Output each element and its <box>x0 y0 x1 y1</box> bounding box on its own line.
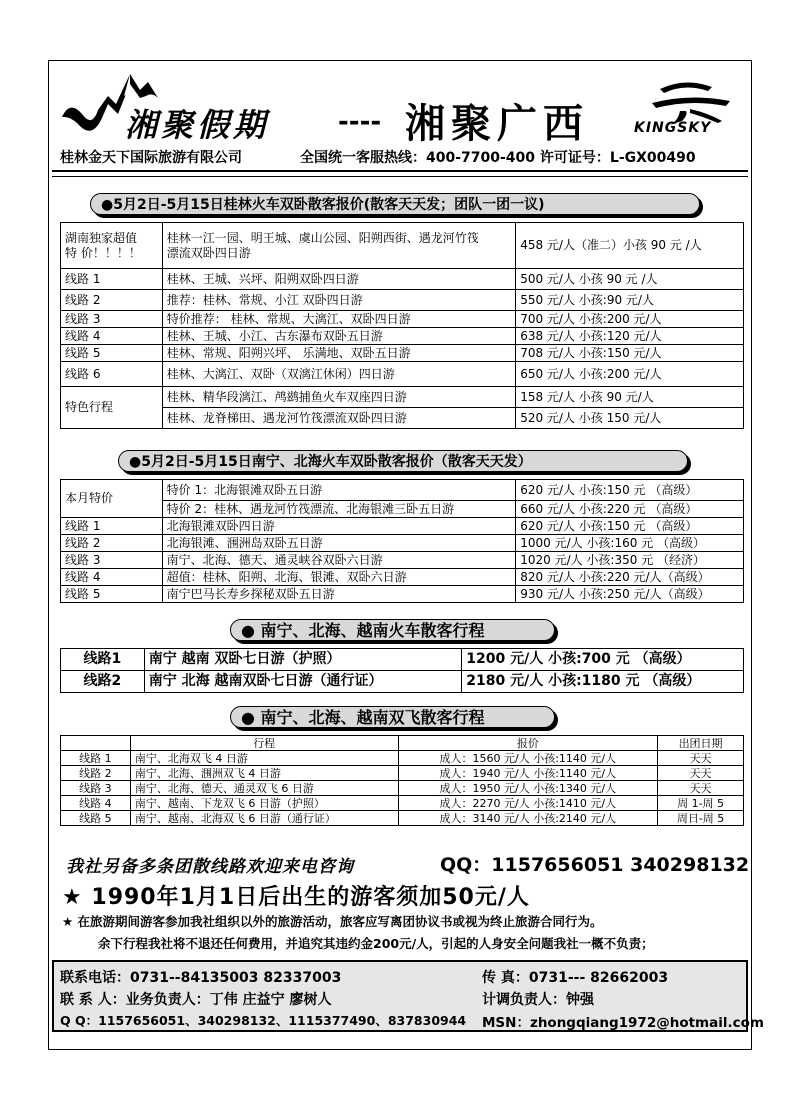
row-price: 708 元/人 小孩:150 元/人 <box>516 345 744 362</box>
row-price: 成人：3140 元/人 小孩:2140 元/人 <box>398 811 658 826</box>
row-label: 线路 3 <box>61 552 163 569</box>
contact-box <box>52 960 764 1032</box>
header-divider-thin <box>52 176 748 177</box>
row-label: 线路 4 <box>61 328 163 345</box>
row-route: 特价推荐： 桂林、常规、大漓江、双卧四日游 <box>162 311 515 328</box>
row-route: 桂林、常规、阳朔兴坪、 乐满地、双卧五日游 <box>162 345 515 362</box>
row-date: 天天 <box>658 781 744 796</box>
section4-title: ● 南宁、北海、越南双飞散客行程 <box>230 706 555 728</box>
table-header-row <box>61 736 744 751</box>
row-route: 南宁、北海、德天、通灵双飞 6 日游 <box>130 781 398 796</box>
row-label: 线路 4 <box>61 569 163 586</box>
row-date: 天天 <box>658 751 744 766</box>
row-price: 700 元/人 小孩:200 元/人 <box>516 311 744 328</box>
row-price: 458 元/人（准二）小孩 90 元 /人 <box>516 223 744 269</box>
row-route: 南宁 越南 双卧七日游（护照） <box>144 649 462 671</box>
table-row <box>61 290 744 311</box>
company-name: 桂林金天下国际旅游有限公司 <box>60 150 242 166</box>
section2-title: ●5月2日-5月15日南宁、北海火车双卧散客报价（散客天天发） <box>118 450 688 472</box>
rule-notice-2: 余下行程我社将不退还任何费用，并追究其违约金200元/人，引起的人身安全问题我社一概不负责； <box>98 936 654 951</box>
row-label: 线路1 <box>61 649 145 671</box>
row-price: 930 元/人 小孩:250 元/人（高级） <box>516 586 744 603</box>
contact-qq: Q Q：1157656051、340298132、1115377490、837830944 <box>60 1013 467 1028</box>
row-date: 周 1-周 5 <box>658 796 744 811</box>
row-route: 桂林、龙脊梯田、遇龙河竹筏漂流双卧四日游 <box>162 408 515 429</box>
table-row <box>61 671 744 693</box>
table-row <box>61 480 744 501</box>
row-route: 南宁 北海 越南双卧七日游（通行证） <box>144 671 462 693</box>
row-label: 线路 3 <box>61 311 163 328</box>
section1-table <box>60 222 744 429</box>
header-route: 行程 <box>130 736 398 751</box>
table-row <box>61 223 744 269</box>
row-label: 线路 3 <box>61 781 131 796</box>
contact-msn: MSN：zhongqiang1972@hotmail.com <box>482 1015 764 1031</box>
table-row <box>61 796 744 811</box>
header-date: 出团日期 <box>658 736 744 751</box>
row-price: 520 元/人 小孩 150 元/人 <box>516 408 744 429</box>
row-price: 500 元/人 小孩 90 元 /人 <box>516 269 744 290</box>
row-route: 推荐：桂林、常规、小江 双卧四日游 <box>162 290 515 311</box>
row-price: 650 元/人 小孩:200 元/人 <box>516 362 744 387</box>
row-price: 820 元/人 小孩:220 元/人（高级） <box>516 569 744 586</box>
row-price: 成人：1940 元/人 小孩:1140 元/人 <box>398 766 658 781</box>
row-price: 638 元/人 小孩:120 元/人 <box>516 328 744 345</box>
section4-table <box>60 735 744 826</box>
consult-notice: 我社另备多条团散线路欢迎来电咨询 <box>66 857 354 877</box>
row-price: 2180 元/人 小孩:1180 元 （高级） <box>462 671 744 693</box>
row-date: 周日-周 5 <box>658 811 744 826</box>
row-route: 南宁、北海、德天、通灵峡谷双卧六日游 <box>162 552 516 569</box>
row-label: 线路 2 <box>61 766 131 781</box>
row-price: 1200 元/人 小孩:700 元 （高级） <box>462 649 744 671</box>
table-row <box>61 552 744 569</box>
row-route: 南宁巴马长寿乡探秘双卧五日游 <box>162 586 516 603</box>
table-row <box>61 766 744 781</box>
row-route: 南宁、北海、涠洲双飞 4 日游 <box>130 766 398 781</box>
row-route: 特价 1：北海银滩双卧五日游 <box>162 480 516 501</box>
table-row <box>61 311 744 328</box>
row-label: 湖南独家超值 特 价！！！！ <box>61 223 163 269</box>
row-label: 线路 1 <box>61 269 163 290</box>
row-price: 成人：2270 元/人 小孩:1410 元/人 <box>398 796 658 811</box>
birth-surcharge-notice: ★ 1990年1月1日后出生的游客须加50元/人 <box>62 885 530 910</box>
row-date: 天天 <box>658 766 744 781</box>
row-price: 550 元/人 小孩:90 元/人 <box>516 290 744 311</box>
hotline: 全国统一客服热线：400-7700-400 许可证号：L-GX00490 <box>300 150 696 166</box>
table-row <box>61 751 744 766</box>
table-row <box>61 535 744 552</box>
row-route: 南宁、越南、下龙双飞 6 日游（护照） <box>130 796 398 811</box>
row-route: 桂林、精华段漓江、鸬鹚捕鱼火车双座四日游 <box>162 387 515 408</box>
contact-dispatcher: 计调负责人：钟强 <box>482 992 594 1008</box>
row-route: 北海银滩、涠洲岛双卧五日游 <box>162 535 516 552</box>
row-label: 线路 1 <box>61 518 163 535</box>
table-row <box>61 649 744 671</box>
row-label: 线路 5 <box>61 345 163 362</box>
row-route: 南宁、越南、北海双飞 6 日游（通行证） <box>130 811 398 826</box>
table-row <box>61 586 744 603</box>
header-cell-empty <box>61 736 131 751</box>
table-row <box>61 781 744 796</box>
row-price: 620 元/人 小孩:150 元 （高级） <box>516 518 744 535</box>
brand-dash: ---- <box>338 107 382 137</box>
contact-fax: 传 真：0731--- 82662003 <box>482 970 669 986</box>
row-route: 桂林、大漓江、双卧（双漓江休闲）四日游 <box>162 362 515 387</box>
contact-phone: 联系电话：0731--84135003 82337003 <box>60 970 342 986</box>
table-row <box>61 501 744 518</box>
row-label: 特色行程 <box>61 387 163 429</box>
row-price: 成人：1560 元/人 小孩:1140 元/人 <box>398 751 658 766</box>
table-row <box>61 569 744 586</box>
header-divider <box>52 170 748 172</box>
row-price: 1000 元/人 小孩:160 元 （高级） <box>516 535 744 552</box>
table-row <box>61 518 744 535</box>
table-row <box>61 362 744 387</box>
section2-table <box>60 479 744 603</box>
kingsky-text: KINGSKY <box>634 120 712 136</box>
row-label: 线路 4 <box>61 796 131 811</box>
brand-name: 湘聚假期 <box>125 106 270 144</box>
row-label: 线路2 <box>61 671 145 693</box>
table-row <box>61 328 744 345</box>
row-label: 本月特价 <box>61 480 163 518</box>
table-row <box>61 811 744 826</box>
section1-title: ●5月2日-5月15日桂林火车双卧散客报价(散客天天发；团队一团一议) <box>90 193 700 215</box>
row-route: 桂林、王城、兴坪、阳朔双卧四日游 <box>162 269 515 290</box>
row-route: 特价 2：桂林、遇龙河竹筏漂流、北海银滩三卧五日游 <box>162 501 516 518</box>
row-price: 1020 元/人 小孩:350 元 （经济） <box>516 552 744 569</box>
qq-notice: QQ：1157656051 340298132 <box>440 854 750 876</box>
header-price: 报价 <box>398 736 658 751</box>
row-label: 线路 5 <box>61 586 163 603</box>
table-row <box>61 408 744 429</box>
row-price: 620 元/人 小孩:150 元 （高级） <box>516 480 744 501</box>
row-route: 南宁、北海双飞 4 日游 <box>130 751 398 766</box>
row-price: 成人：1950 元/人 小孩:1340 元/人 <box>398 781 658 796</box>
row-route: 北海银滩双卧四日游 <box>162 518 516 535</box>
section3-title: ● 南宁、北海、越南火车散客行程 <box>230 619 555 641</box>
section3-table <box>60 648 744 693</box>
row-route: 桂林、王城、小江、古东瀑布双卧五日游 <box>162 328 515 345</box>
row-price: 660 元/人 小孩:220 元 （高级） <box>516 501 744 518</box>
sub-brand: 湘聚广西 <box>405 101 589 147</box>
row-label: 线路 2 <box>61 535 163 552</box>
row-label: 线路 2 <box>61 290 163 311</box>
row-price: 158 元/人 小孩 90 元/人 <box>516 387 744 408</box>
row-label: 线路 1 <box>61 751 131 766</box>
table-row <box>61 269 744 290</box>
rule-notice-1: ★ 在旅游期间游客参加我社组织以外的旅游活动，旅客应写离团协议书或视为终止旅游合同行为。 <box>62 914 603 929</box>
row-route: 超值：桂林、阳朔、北海、银滩、双卧六日游 <box>162 569 516 586</box>
table-row <box>61 387 744 408</box>
row-label: 线路 6 <box>61 362 163 387</box>
contact-people: 联 系 人：业务负责人：丁伟 庄益宁 廖树人 <box>60 992 332 1008</box>
row-label: 线路 5 <box>61 811 131 826</box>
table-row <box>61 345 744 362</box>
row-route: 桂林一江一园、明王城、虞山公园、阳朔西街、遇龙河竹筏 漂流双卧四日游 <box>162 223 515 269</box>
